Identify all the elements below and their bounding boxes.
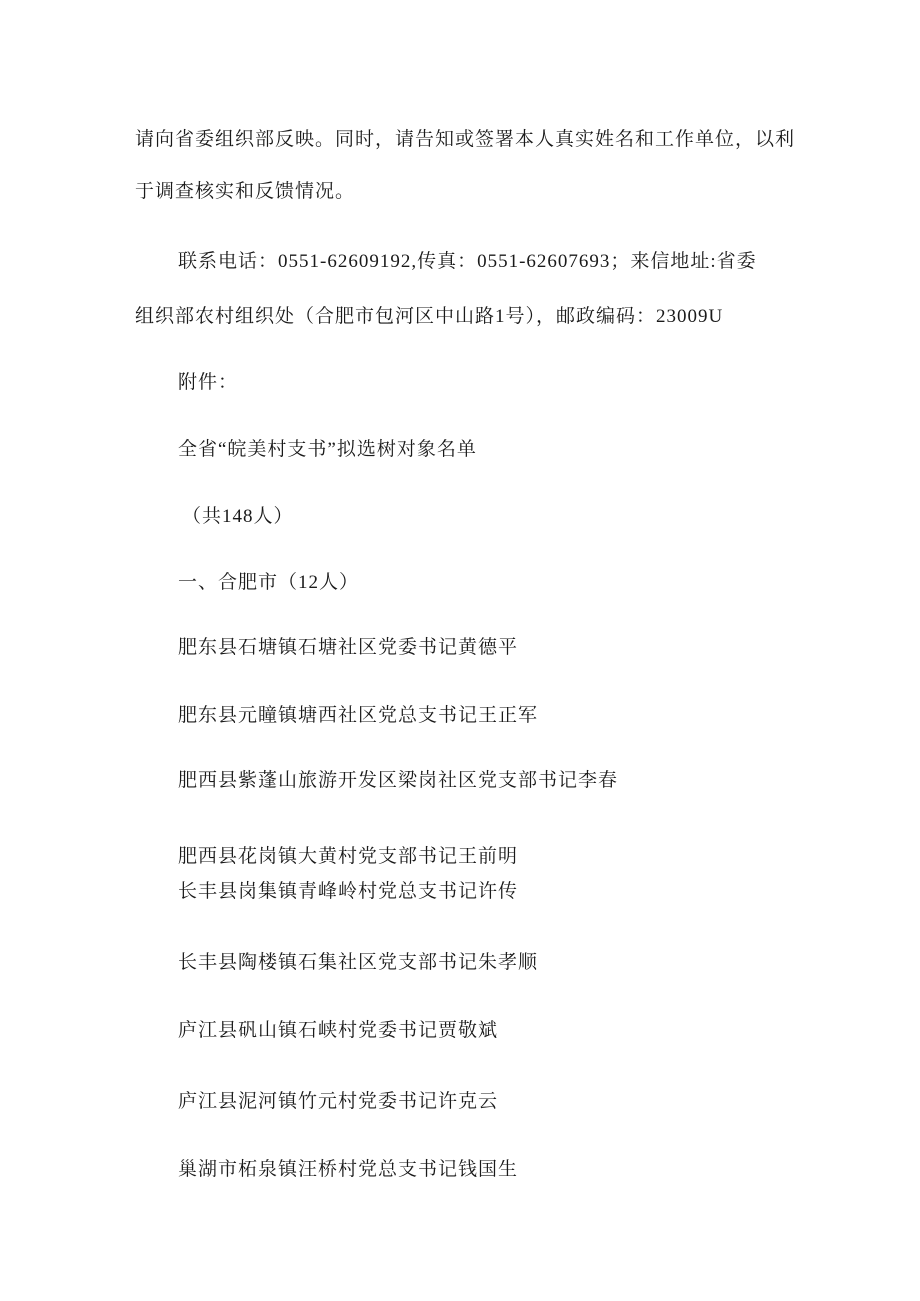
- list-item: 巢湖市柘泉镇汪桥村党总支书记钱国生: [178, 1159, 519, 1180]
- list-item: 庐江县矾山镇石峡村党委书记贾敬斌: [178, 1020, 499, 1041]
- section-heading: 一、合肥市（12人）: [178, 572, 360, 593]
- list-item: 长丰县陶楼镇石集社区党支部书记朱孝顺: [178, 952, 539, 973]
- list-title: 全省“皖美村支书”拟选树对象名单: [178, 439, 477, 460]
- list-item: 庐江县泥河镇竹元村党委书记许克云: [178, 1091, 499, 1112]
- contact-line-1: 联系电话：0551-62609192,传真：0551-62607693；来信地址:省委: [178, 251, 757, 272]
- list-item: 肥东县石塘镇石塘社区党委书记黄德平: [178, 637, 519, 658]
- report-paragraph-line-1: 请向省委组织部反映。同时，请告知或签署本人真实姓名和工作单位，以利: [135, 129, 796, 150]
- list-total: （共148人）: [182, 506, 294, 527]
- list-item: 肥西县紫蓬山旅游开发区梁岗社区党支部书记李春: [178, 770, 619, 791]
- report-paragraph-line-2: 于调查核实和反馈情况。: [135, 181, 356, 202]
- list-item: 肥东县元瞳镇塘西社区党总支书记王正军: [178, 705, 539, 726]
- list-item: 肥西县花岗镇大黄村党支部书记王前明: [178, 846, 519, 867]
- list-item: 长丰县岗集镇青峰岭村党总支书记许传: [178, 881, 519, 902]
- contact-line-2: 组织部农村组织处（合肥市包河区中山路1号），邮政编码：23009U: [135, 306, 724, 327]
- attachment-label: 附件：: [178, 372, 239, 393]
